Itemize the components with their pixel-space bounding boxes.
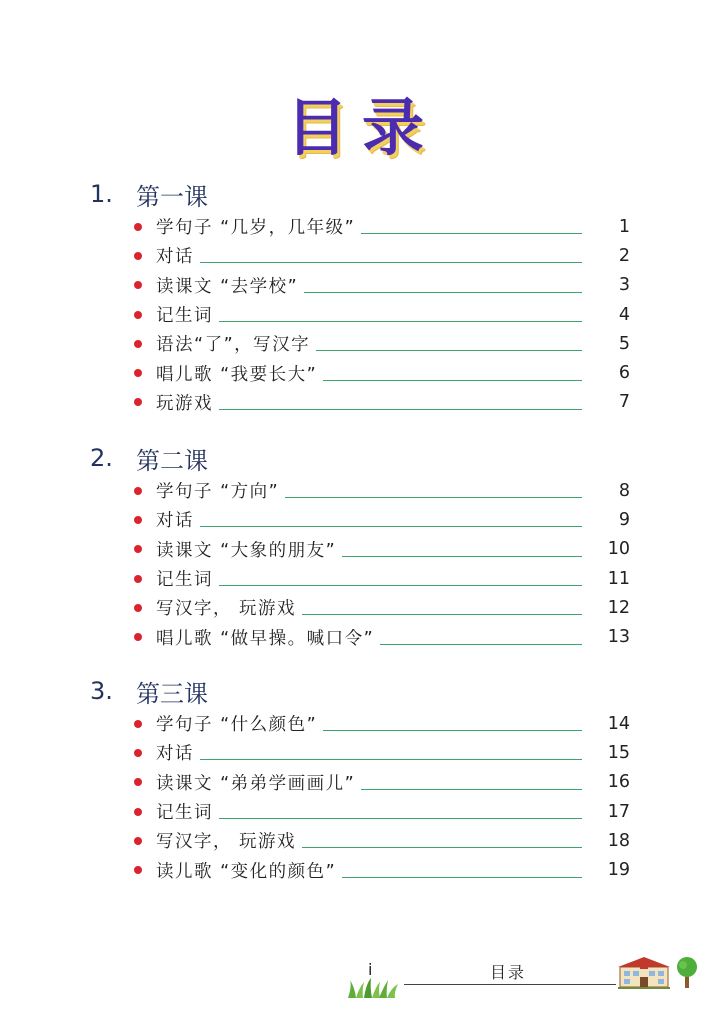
grass-icon [346, 976, 402, 1000]
toc-entry[interactable] [90, 358, 630, 387]
toc-page-number: 2 [618, 245, 630, 266]
toc-entry-label: 学句子 “方向” [156, 482, 280, 503]
toc-page-number: 17 [607, 801, 630, 822]
toc-entry-label: 读儿歌 “变化的颜色” [156, 861, 337, 882]
lesson-number: 3. [90, 677, 113, 705]
leader-line [285, 497, 582, 498]
toc-entry[interactable] [90, 212, 630, 241]
lesson-number: 2. [90, 444, 113, 472]
toc-entry-label: 对话 [156, 247, 194, 268]
bullet-icon [134, 487, 142, 495]
bullet-icon [134, 223, 142, 231]
bullet-icon [134, 369, 142, 377]
toc-entry-label: 记生词 [156, 570, 213, 591]
toc-page-number: 10 [607, 539, 630, 560]
page-title: 目录 [285, 91, 438, 164]
lesson-heading[interactable] [90, 440, 630, 476]
toc-page-number: 19 [607, 860, 630, 881]
bullet-icon [134, 311, 142, 319]
toc-entry[interactable] [90, 505, 630, 534]
leader-line [323, 380, 582, 381]
lesson-title: 第一课 [136, 182, 208, 211]
toc-page-number: 16 [607, 772, 630, 793]
toc-entry-label: 读课文 “弟弟学画画儿” [156, 773, 356, 794]
toc-page-number: 4 [618, 304, 630, 325]
toc-page-number: 7 [618, 392, 630, 413]
leader-line [323, 730, 582, 731]
bullet-icon [134, 281, 142, 289]
toc-entry[interactable] [90, 622, 630, 651]
toc-entry-label: 唱儿歌 “我要长大” [156, 364, 318, 385]
leader-line [342, 877, 582, 878]
toc-page-number: 8 [618, 480, 630, 501]
leader-line [304, 292, 582, 293]
leader-line [219, 321, 582, 322]
toc-page-number: 1 [618, 216, 630, 237]
bullet-icon [134, 837, 142, 845]
bullet-icon [134, 516, 142, 524]
bullet-icon [134, 575, 142, 583]
toc-entry-label: 读课文 “去学校” [156, 276, 299, 297]
toc-entry[interactable] [90, 329, 630, 358]
toc-page-number: 3 [618, 275, 630, 296]
bullet-icon [134, 633, 142, 641]
tree-icon [674, 956, 700, 988]
leader-line [200, 262, 582, 263]
leader-line [361, 789, 582, 790]
toc-entry[interactable] [90, 797, 630, 826]
bullet-icon [134, 604, 142, 612]
toc-entry-label: 学句子 “什么颜色” [156, 715, 318, 736]
toc-entry[interactable] [90, 738, 630, 767]
toc-entry[interactable] [90, 476, 630, 505]
toc-entry[interactable] [90, 271, 630, 300]
toc-entry-label: 对话 [156, 744, 194, 765]
leader-line [342, 556, 582, 557]
toc-entry[interactable] [90, 826, 630, 855]
leader-line [219, 585, 582, 586]
lesson-heading[interactable] [90, 673, 630, 709]
bullet-icon [134, 398, 142, 406]
lesson-2-section [90, 440, 630, 652]
toc-page-number: 5 [618, 333, 630, 354]
lesson-heading[interactable] [90, 176, 630, 212]
school-building-icon [618, 955, 670, 989]
toc-entry-label: 玩游戏 [156, 393, 213, 414]
toc-entry[interactable] [90, 855, 630, 884]
footer-page-number: i [368, 960, 373, 979]
toc-entry[interactable] [90, 768, 630, 797]
toc-page-number: 14 [607, 713, 630, 734]
footer-rule [404, 984, 616, 985]
lesson-3-section [90, 673, 630, 885]
bullet-icon [134, 545, 142, 553]
toc-page-number: 9 [618, 509, 630, 530]
toc-entry-label: 读课文 “大象的朋友” [156, 540, 337, 561]
toc-entry-label: 记生词 [156, 306, 213, 327]
toc-entry[interactable] [90, 388, 630, 417]
footer-section-title: 目录 [490, 963, 527, 982]
toc-entry-label: 写汉字， 玩游戏 [156, 832, 297, 853]
lesson-number: 1. [90, 180, 113, 208]
leader-line [200, 759, 582, 760]
bullet-icon [134, 252, 142, 260]
bullet-icon [134, 749, 142, 757]
toc-entry[interactable] [90, 709, 630, 738]
lesson-title: 第二课 [136, 446, 208, 475]
leader-line [219, 818, 582, 819]
toc-page-number: 6 [618, 363, 630, 384]
toc-entry[interactable] [90, 300, 630, 329]
toc-entry-label: 唱儿歌 “做早操。喊口令” [156, 628, 375, 649]
toc-page-number: 11 [607, 568, 630, 589]
toc-entry-label: 对话 [156, 511, 194, 532]
toc-entry-label: 写汉字， 玩游戏 [156, 599, 297, 620]
bullet-icon [134, 866, 142, 874]
bullet-icon [134, 808, 142, 816]
toc-entry[interactable] [90, 241, 630, 270]
leader-line [380, 644, 582, 645]
toc-page-number: 18 [607, 830, 630, 851]
toc-entry[interactable] [90, 564, 630, 593]
toc-entry-label: 学句子 “几岁，几年级” [156, 218, 356, 239]
toc-entry[interactable] [90, 535, 630, 564]
lesson-1-section [90, 176, 630, 417]
leader-line [302, 614, 582, 615]
bullet-icon [134, 720, 142, 728]
toc-page-number: 13 [607, 627, 630, 648]
leader-line [302, 847, 582, 848]
leader-line [361, 233, 582, 234]
toc-page-number: 12 [607, 597, 630, 618]
toc-page-number: 15 [607, 742, 630, 763]
leader-line [316, 350, 582, 351]
bullet-icon [134, 778, 142, 786]
toc-entry[interactable] [90, 593, 630, 622]
leader-line [219, 409, 582, 410]
lesson-title: 第三课 [136, 679, 208, 708]
toc-entry-label: 记生词 [156, 803, 213, 824]
toc-entry-label: 语法“了”，写汉字 [156, 335, 311, 356]
bullet-icon [134, 340, 142, 348]
leader-line [200, 526, 582, 527]
